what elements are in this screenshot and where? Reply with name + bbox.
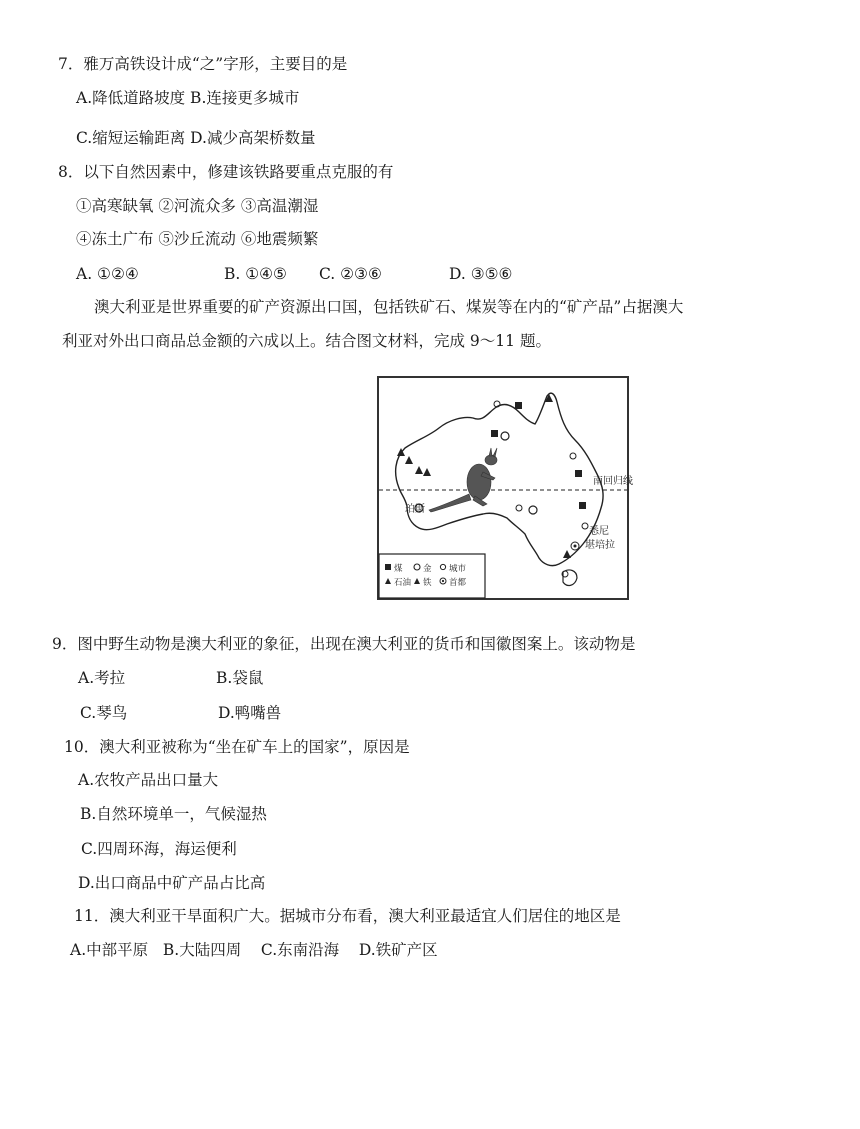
legend-oil: 石油	[394, 578, 412, 588]
legend-iron: 铁	[423, 578, 432, 588]
q10-option-b: B.自然环境单一，气候湿热	[80, 805, 267, 823]
tasmania-outline	[563, 570, 577, 585]
q9-option-b: B.袋鼠	[216, 669, 264, 687]
intro-line-1: 澳大利亚是世界重要的矿产资源出口国，包括铁矿石、煤炭等在内的“矿产品”占据澳大	[94, 298, 684, 316]
australia-outline	[396, 393, 603, 565]
label-canberra: 堪培拉	[585, 540, 615, 551]
q10-option-d: D.出口商品中矿产品占比高	[78, 874, 266, 892]
q7-stem: 7．雅万高铁设计成“之”字形，主要目的是	[58, 55, 348, 73]
q11-options: A.中部平原 B.大陆四周 C.东南沿海 D.铁矿产区	[70, 941, 438, 959]
q10-option-c: C.四周环海，海运便利	[81, 840, 237, 858]
coal-icon	[515, 402, 522, 409]
q10-stem: 10．澳大利亚被称为“坐在矿车上的国家”，原因是	[64, 738, 410, 756]
q8-option-b: B. ①④⑤	[224, 265, 287, 283]
label-sydney: 悉尼	[589, 526, 609, 537]
label-perth: 珀斯	[405, 504, 425, 515]
legend-capital: 首都	[449, 578, 467, 588]
q7-options-cd: C.缩短运输距离 D.减少高架桥数量	[76, 129, 316, 147]
q9-option-c: C.琴鸟	[80, 704, 128, 722]
q8-items-row2: ④冻土广布 ⑤沙丘流动 ⑥地震频繁	[76, 230, 319, 248]
q9-stem: 9．图中野生动物是澳大利亚的象征，出现在澳大利亚的货币和国徽图案上。该动物是	[52, 635, 636, 653]
q8-stem: 8．以下自然因素中，修建该铁路要重点克服的有	[58, 163, 394, 181]
intro-line-2: 利亚对外出口商品总金额的六成以上。结合图文材料，完成 9～11 题。	[62, 332, 551, 350]
tropic-label: 南回归线	[593, 476, 633, 487]
coal-icon	[579, 502, 586, 509]
australia-map	[377, 376, 633, 600]
q7-options-ab: A.降低道路坡度 B.连接更多城市	[76, 89, 300, 107]
q8-option-d: D. ③⑤⑥	[449, 265, 513, 283]
q8-items-row1: ①高寒缺氧 ②河流众多 ③高温潮湿	[76, 197, 319, 215]
q11-stem: 11．澳大利亚干旱面积广大。据城市分布看，澳大利亚最适宜人们居住的地区是	[74, 907, 621, 925]
capital-icon	[574, 545, 577, 548]
coal-icon	[491, 430, 498, 437]
coal-icon	[385, 564, 391, 570]
legend-city: 城市	[449, 564, 467, 574]
legend-gold: 金	[423, 564, 432, 574]
q9-option-a: A.考拉	[78, 669, 126, 687]
legend-coal: 煤	[394, 564, 403, 574]
q8-option-c: C. ②③⑥	[319, 265, 382, 283]
q8-option-a: A. ①②④	[76, 265, 139, 283]
coal-icon	[575, 470, 582, 477]
q9-option-d: D.鸭嘴兽	[218, 704, 282, 722]
map-legend	[379, 554, 485, 598]
q10-option-a: A.农牧产品出口量大	[78, 771, 219, 789]
